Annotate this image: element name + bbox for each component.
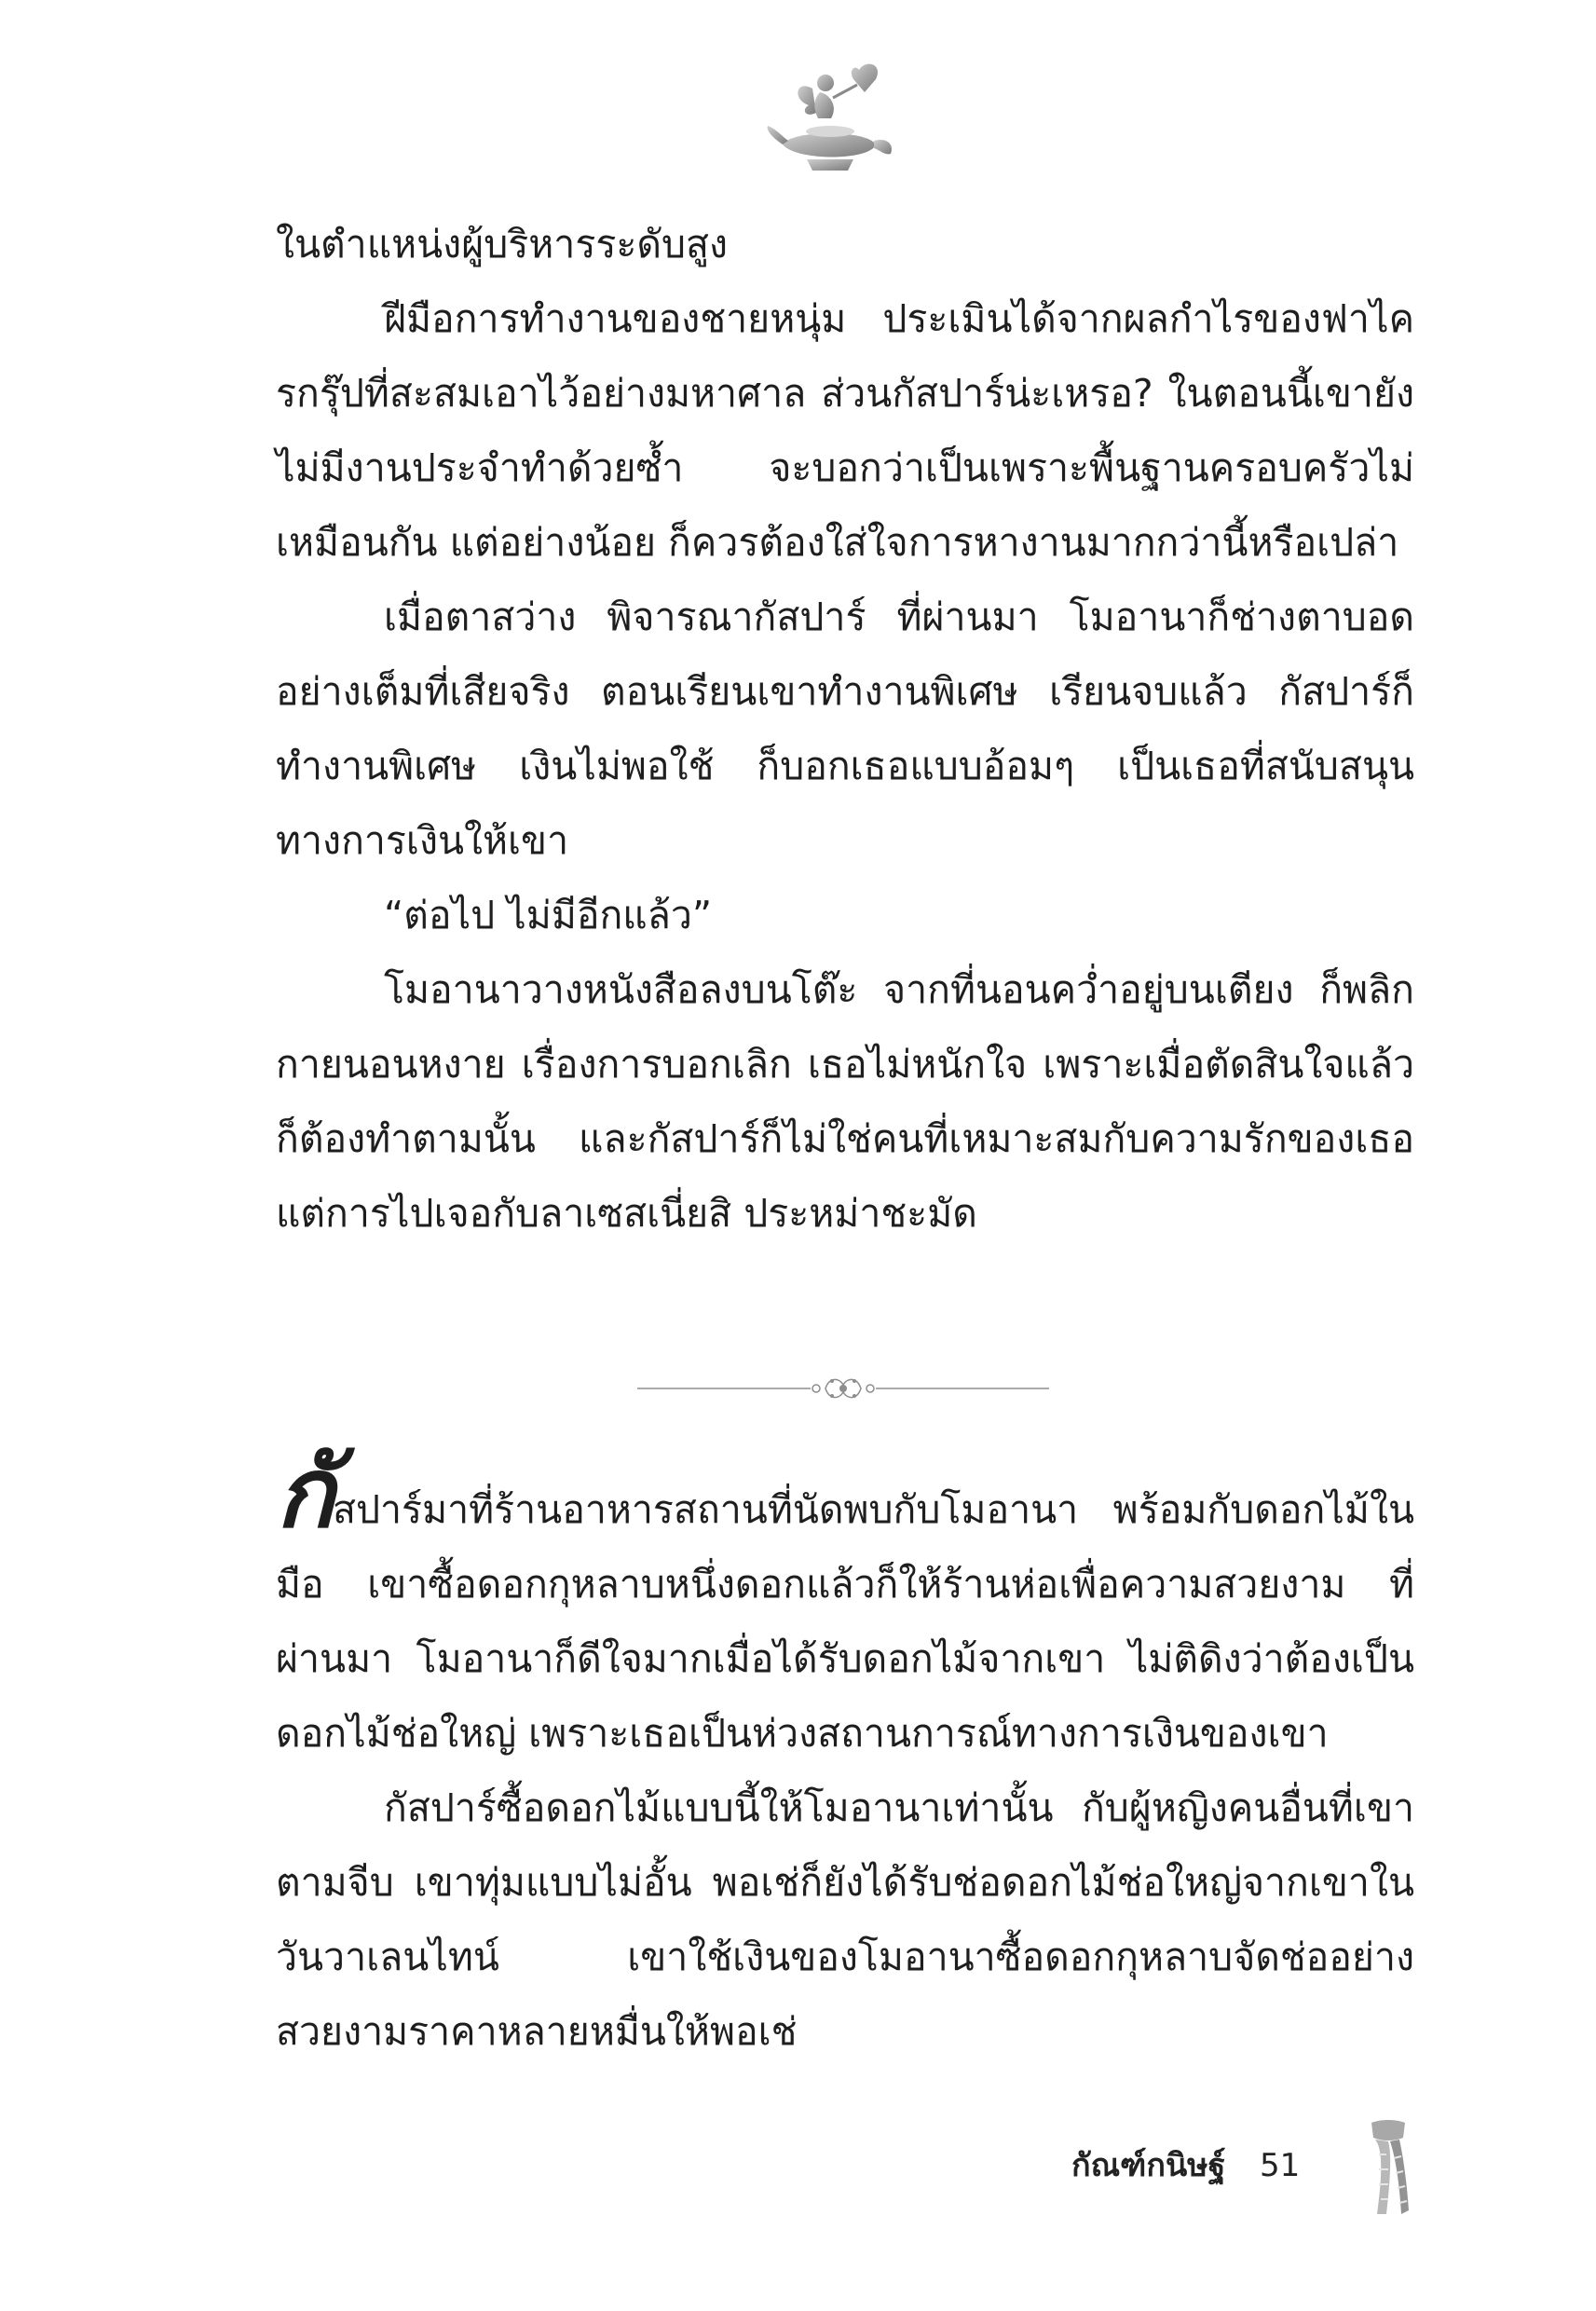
dropcap: กั [276, 1435, 333, 1550]
paragraph: กัสปาร์ซื้อดอกไม้แบบนี้ให้โมอานาเท่านั้น กับผู้หญิงคนอื่นที่เขาตามจีบ เขาทุ่มแบบไม่อั้น พอเช่ก็ยังได้รับช่อดอกไม้ช่อใหญ่จากเขาในวันวาเลนไทน์ เขาใช้เงินของโมอานาซื้อดอกกุหลาบจัดช่ออย่างสวยงามราคาหลายหมื่นให้พอเช่ [276, 1785, 1414, 2054]
running-footer-title: กัณฑ์กนิษฐ์ [1071, 2147, 1226, 2184]
paragraph: “ต่อไป ไม่มีอีกแล้ว” [384, 893, 713, 937]
paragraph: เมื่อตาสว่าง พิจารณากัสปาร์ ที่ผ่านมา โมอานาก็ช่างตาบอดอย่างเต็มที่เสียจริง ตอนเรียนเขาทำงานพิเศษ เรียนจบแล้ว กัสปาร์ก็ทำงานพิเศษ เงินไม่พอใช้ ก็บอกเธอแบบอ้อมๆ เป็นเธอที่สนับสนุนทางการเงินให้เขา [276, 595, 1414, 863]
lamp-cupid-ornament-icon [764, 51, 904, 191]
page-number: 51 [1260, 2147, 1301, 2184]
paragraph: ฝีมือการทำงานของชายหนุ่ม ประเมินได้จากผลกำไรของฟาไครกรุ๊ปที่สะสมเอาไว้อย่างมหาศาล ส่วนกัสปาร์น่ะเหรอ? ในตอนนี้เขายังไม่มีงานประจำทำด้วยซ้ำ จะบอกว่าเป็นเพราะพื้นฐานครอบครัวไม่เหมือนกัน แต่อย่างน้อย ก็ควรต้องใส่ใจการหางานมากกว่านี้หรือเปล่า [276, 296, 1414, 565]
divider-flourish-icon [637, 1361, 1049, 1416]
section-one [276, 207, 1414, 1251]
scarf-ornament-icon [1364, 2117, 1412, 2220]
section-two [276, 1435, 1414, 2069]
paragraph: ในตำแหน่งผู้บริหารระดับสูง [276, 222, 729, 267]
paragraph-text: สปาร์มาที่ร้านอาหารสถานที่นัดพบกับโมอานา พร้อมกับดอกไม้ในมือ เขาซื้อดอกกุหลาบหนึ่งดอกแล้วก็ให้ร้านห่อเพื่อความสวยงาม ที่ผ่านมา โมอานาก็ดีใจมากเมื่อได้รับดอกไม้จากเขา ไม่ติดิงว่าต้องเป็นดอกไม้ช่อใหญ่ เพราะเธอเป็นห่วงสถานการณ์ทางการเงินของเขา [276, 1487, 1414, 1756]
paragraph: โมอานาวางหนังสือลงบนโต๊ะ จากที่นอนคว่ำอยู่บนเตียง ก็พลิกกายนอนหงาย เรื่องการบอกเลิก เธอไม่หนักใจ เพราะเมื่อตัดสินใจแล้วก็ต้องทำตามนั้น และกัสปาร์ก็ไม่ใช่คนที่เหมาะสมกับความรักของเธอ แต่การไปเจอกับลาเซสเนี่ยสิ ประหม่าชะมัด [276, 967, 1414, 1236]
paragraph-with-dropcap [276, 1435, 1414, 1771]
